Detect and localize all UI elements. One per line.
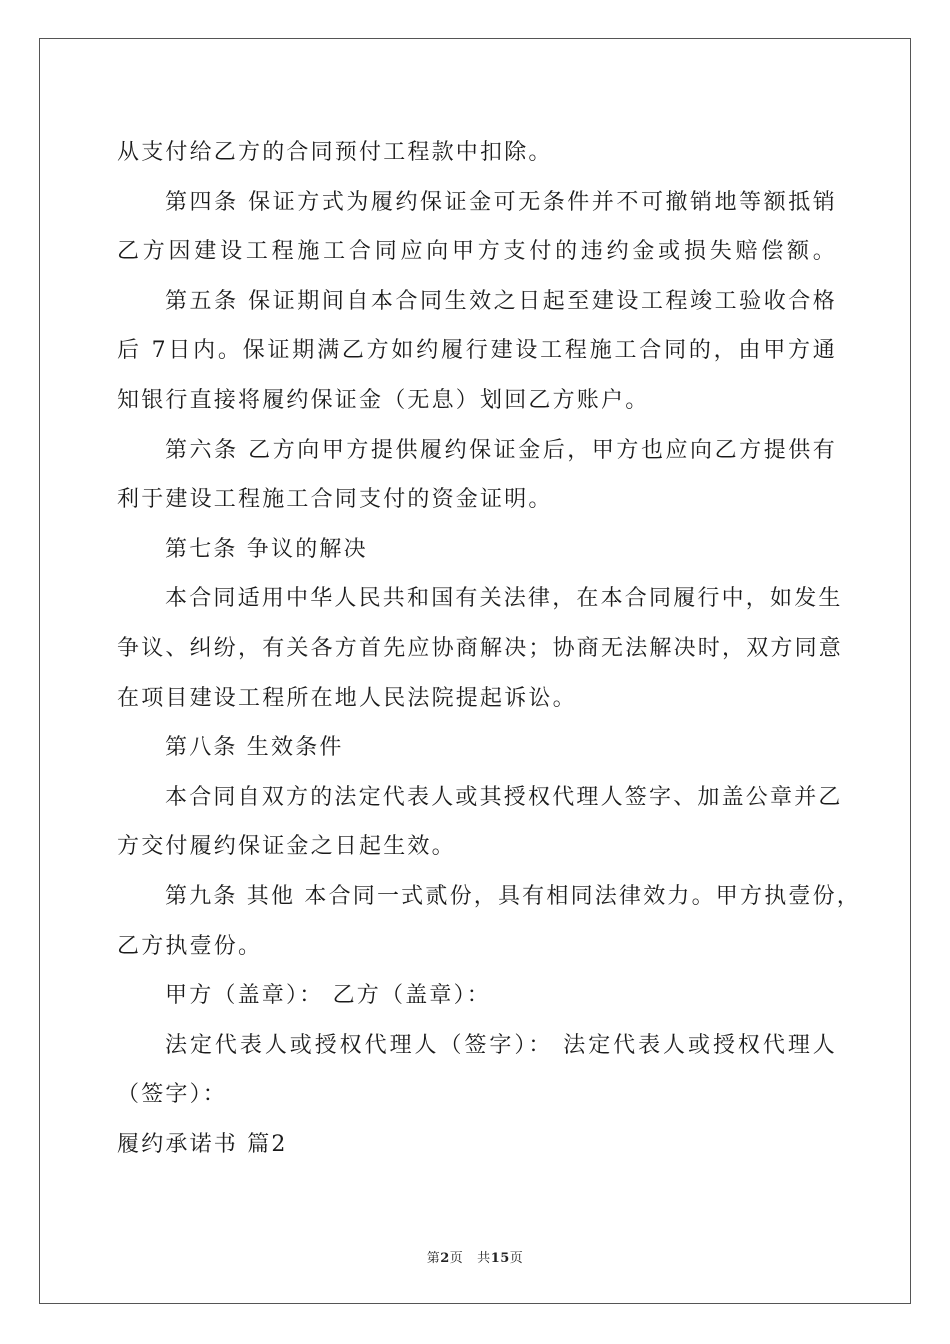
text-line: 从支付给乙方的合同预付工程款中扣除。 bbox=[117, 140, 553, 165]
text-line: 本合同适用中华人民共和国有关法律，在本合同履行中，如发生 bbox=[165, 586, 843, 612]
footer-prefix: 第 bbox=[426, 1251, 441, 1266]
text-line: 后 7日内。保证期满乙方如约履行建设工程施工合同的，由甲方通 bbox=[117, 338, 837, 364]
text-line: 第六条 乙方向甲方提供履约保证金后，甲方也应向乙方提供有 bbox=[165, 437, 837, 463]
footer-total-pages: 15 bbox=[490, 1251, 510, 1266]
text-line: 第五条 保证期间自本合同生效之日起至建设工程竣工验收合格 bbox=[165, 288, 837, 314]
text-line: 在项目建设工程所在地人民法院提起诉讼。 bbox=[117, 685, 577, 711]
text-line: 知银行直接将履约保证金（无息）划回乙方账户。 bbox=[117, 387, 650, 413]
footer-page-number: 2 bbox=[440, 1251, 450, 1266]
signature-line: 甲方（盖章）： 乙方（盖章）： bbox=[165, 983, 491, 1009]
text-line: 本合同自双方的法定代表人或其授权代理人签字、加盖公章并乙 bbox=[165, 784, 843, 810]
section-heading: 第七条 争议的解决 bbox=[165, 536, 368, 562]
text-line: 争议、纠纷，有关各方首先应协商解决；协商无法解决时，双方同意 bbox=[117, 635, 844, 661]
page-footer bbox=[0, 1247, 950, 1266]
footer-total-suffix: 页 bbox=[509, 1251, 524, 1266]
text-line: 方交付履约保证金之日起生效。 bbox=[117, 834, 456, 860]
text-line: 第九条 其他 本合同一式贰份，具有相同法律效力。甲方执壹份， bbox=[165, 883, 861, 909]
signature-line: （签字）： bbox=[117, 1082, 228, 1108]
document-body bbox=[117, 128, 861, 1169]
signature-line: 法定代表人或授权代理人（签字）： 法定代表人或授权代理人 bbox=[165, 1032, 837, 1058]
text-line: 乙方因建设工程施工合同应向甲方支付的违约金或损失赔偿额。 bbox=[117, 239, 837, 265]
text-line: 乙方执壹份。 bbox=[117, 933, 263, 959]
footer-total-prefix: 共 bbox=[477, 1251, 491, 1266]
document-heading: 履约承诺书 篇2 bbox=[117, 1131, 288, 1157]
text-line: 第四条 保证方式为履约保证金可无条件并不可撤销地等额抵销 bbox=[165, 189, 837, 215]
text-line: 利于建设工程施工合同支付的资金证明。 bbox=[117, 487, 553, 513]
section-heading: 第八条 生效条件 bbox=[165, 735, 344, 761]
footer-page-suffix: 页 bbox=[449, 1251, 464, 1266]
